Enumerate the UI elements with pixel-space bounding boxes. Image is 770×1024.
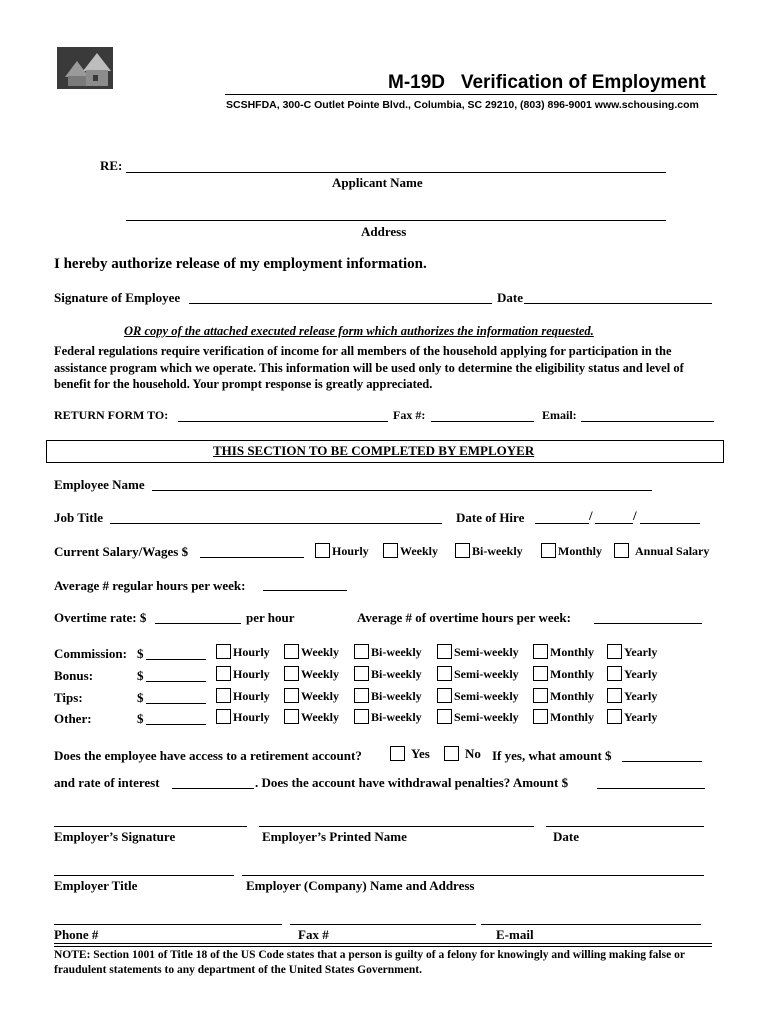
house-logo [57,47,113,89]
option-label: Yearly [624,689,658,703]
pay-option-hourly[interactable] [216,709,270,725]
pay-option-biweekly[interactable] [354,709,422,725]
option-label: Weekly [301,710,339,724]
pay-option-hourly[interactable] [216,666,270,682]
option-label: Bi-weekly [371,645,422,659]
option-label: Yearly [624,667,658,681]
applicant-name-field[interactable] [126,172,666,173]
checkbox[interactable] [437,709,452,724]
pay-option-weekly[interactable] [284,644,339,660]
checkbox[interactable] [315,543,330,558]
withdrawal-amount-field[interactable] [597,788,705,789]
retirement-amount-label: If yes, what amount $ [492,748,612,763]
checkbox[interactable] [390,746,405,761]
pay-option-monthly[interactable] [533,688,594,704]
applicant-address-field[interactable] [126,220,666,221]
pay-option-biweekly[interactable] [354,688,422,704]
dollar-sign: $ [137,690,144,705]
pay-option-hourly[interactable] [216,688,270,704]
job-title-field[interactable] [110,523,442,524]
date-caption: Date [553,829,579,844]
retirement-no-option[interactable]: No [444,746,481,762]
legal-note: NOTE: Section 1001 of Title 18 of the US Code states that a person is guilty of a felony for knowingly and willing making false or fraudulent statements to any department of the United States Government. [54,949,685,976]
date-of-hire-label: Date of Hire [456,510,525,525]
checkbox[interactable] [607,688,622,703]
checkbox[interactable] [354,666,369,681]
salary-weekly-option[interactable]: Weekly [383,543,438,559]
authorization-statement: I hereby authorize release of my employment information. [54,256,427,272]
option-label: Hourly [233,645,270,659]
pay-row-label: Tips: [54,690,83,705]
checkbox[interactable] [437,688,452,703]
option-label: Semi-weekly [454,710,519,724]
signature-date-field[interactable] [546,826,704,827]
printed-name-field[interactable] [259,826,534,827]
pay-option-yearly[interactable] [607,709,657,725]
email-caption: E-mail [496,927,534,942]
option-label: Yearly [624,710,658,724]
date-separator: / [633,508,637,523]
note-double-rule [54,943,712,947]
salary-annual-option[interactable]: Annual Salary [614,543,709,559]
checkbox[interactable] [533,709,548,724]
pay-amount-field[interactable] [146,681,206,682]
checkbox[interactable] [533,644,548,659]
checkbox[interactable] [284,644,299,659]
agency-address: SCSHFDA, 300-C Outlet Pointe Blvd., Columbia, SC 29210, (803) 896-9001 www.schousing.com [226,99,699,111]
job-title-label: Job Title [54,510,104,525]
rate-of-interest-field[interactable] [172,788,254,789]
return-email-field[interactable] [581,421,714,422]
option-label: Weekly [301,645,339,659]
option-label: Weekly [301,689,339,703]
per-hour-label: per hour [246,610,295,625]
pay-option-semiweekly[interactable] [437,644,519,660]
retirement-amount-field[interactable] [622,761,702,762]
option-label: Bi-weekly [371,689,422,703]
checkbox[interactable] [437,666,452,681]
pay-option-monthly[interactable] [533,644,594,660]
pay-row-label: Bonus: [54,668,94,683]
checkbox[interactable] [444,746,459,761]
house-icon [57,47,113,89]
option-label: Monthly [550,667,595,681]
dollar-sign: $ [137,646,144,661]
hire-day-field[interactable] [595,523,633,524]
salary-biweekly-option[interactable]: Bi-weekly [455,543,523,559]
pay-option-semiweekly[interactable] [437,666,519,682]
employer-signature-caption: Employer’s Signature [54,829,176,844]
or-copy-note: OR copy of the attached executed release form which authorizes the information requested. [124,324,594,338]
pay-option-semiweekly[interactable] [437,709,519,725]
employee-signature-field[interactable] [189,303,492,304]
checkbox[interactable] [216,709,231,724]
employer-title-caption: Employer Title [54,878,138,893]
employee-name-label: Employee Name [54,477,145,492]
option-label: Hourly [233,667,270,681]
avg-hours-label: Average # regular hours per week: [54,578,246,593]
checkbox[interactable] [354,644,369,659]
option-label: Monthly [550,689,595,703]
checkbox[interactable] [216,666,231,681]
salary-hourly-option[interactable]: Hourly [315,543,369,559]
pay-option-biweekly[interactable] [354,644,422,660]
option-label: Yearly [624,645,658,659]
checkbox[interactable] [533,688,548,703]
form-title: M-19D Verification of Employment [388,72,706,93]
pay-option-weekly[interactable] [284,709,339,725]
withdrawal-penalty-label: . Does the account have withdrawal penalties? Amount $ [255,775,569,790]
return-fax-field[interactable] [431,421,534,422]
checkbox[interactable] [284,688,299,703]
checkbox[interactable] [354,709,369,724]
checkbox[interactable] [607,666,622,681]
retirement-question: Does the employee have access to a retirement account? [54,748,362,763]
applicant-name-caption: Applicant Name [332,175,423,190]
pay-amount-field[interactable] [146,724,206,725]
header-rule [225,94,717,95]
date-separator: / [589,508,593,523]
salary-monthly-option[interactable]: Monthly [541,543,602,559]
phone-caption: Phone # [54,927,99,942]
checkbox[interactable] [383,543,398,558]
hire-year-field[interactable] [640,523,700,524]
option-label: Bi-weekly [371,710,422,724]
pay-row-label: Commission: [54,646,127,661]
checkbox[interactable] [216,688,231,703]
signature-label: Signature of Employee [54,290,181,305]
avg-overtime-field[interactable] [594,623,702,624]
option-label: Monthly [550,645,595,659]
checkbox[interactable] [437,644,452,659]
overtime-rate-label: Overtime rate: $ [54,610,147,625]
pay-option-monthly[interactable] [533,709,594,725]
checkbox[interactable] [533,666,548,681]
retirement-yes-option[interactable]: Yes [390,746,430,762]
return-form-label: RETURN FORM TO: [54,408,169,422]
avg-overtime-label: Average # of overtime hours per week: [357,610,571,625]
printed-name-caption: Employer’s Printed Name [262,829,407,844]
pay-option-hourly[interactable] [216,644,270,660]
federal-regulations-text: Federal regulations require verification of income for all members of the household applying for participation in the assistance program which we operate. This information will be used only to determine the eligibility status and level of benefit for the household. Your prompt response is greatly appreciated. [54,344,684,391]
dollar-sign: $ [137,711,144,726]
company-name-address-field[interactable] [242,875,704,876]
checkbox[interactable] [455,543,470,558]
fax-label: Fax #: [393,408,426,422]
salary-field[interactable] [200,557,304,558]
pay-option-yearly[interactable] [607,688,657,704]
pay-option-semiweekly[interactable] [437,688,519,704]
avg-hours-field[interactable] [263,590,347,591]
fax-field[interactable] [290,924,476,925]
phone-field[interactable] [54,924,282,925]
option-label: Hourly [233,710,270,724]
checkbox[interactable] [216,644,231,659]
checkbox[interactable] [284,709,299,724]
checkbox[interactable] [354,688,369,703]
employer-title-field[interactable] [54,875,234,876]
pay-option-biweekly[interactable] [354,666,422,682]
option-label: Semi-weekly [454,645,519,659]
pay-amount-field[interactable] [146,659,206,660]
option-label: Bi-weekly [371,667,422,681]
checkbox[interactable] [607,709,622,724]
section-title: THIS SECTION TO BE COMPLETED BY EMPLOYER [213,443,535,458]
checkbox[interactable] [284,666,299,681]
overtime-rate-field[interactable] [155,623,241,624]
salary-label: Current Salary/Wages $ [54,544,189,559]
checkbox[interactable] [614,543,629,558]
dollar-sign: $ [137,668,144,683]
pay-option-weekly[interactable] [284,688,339,704]
pay-amount-field[interactable] [146,703,206,704]
re-label: RE: [100,158,123,173]
address-caption: Address [361,224,407,239]
option-label: Monthly [550,710,595,724]
employer-signature-field[interactable] [54,826,247,827]
checkbox[interactable] [607,644,622,659]
employee-date-field[interactable] [524,303,712,304]
checkbox[interactable] [541,543,556,558]
option-label: Semi-weekly [454,667,519,681]
employee-name-field[interactable] [152,490,652,491]
pay-row-label: Other: [54,711,92,726]
hire-month-field[interactable] [535,523,589,524]
option-label: Semi-weekly [454,689,519,703]
fax-caption: Fax # [298,927,329,942]
option-label: Hourly [233,689,270,703]
company-name-caption: Employer (Company) Name and Address [246,878,475,893]
pay-option-yearly[interactable] [607,644,657,660]
pay-option-weekly[interactable] [284,666,339,682]
pay-option-monthly[interactable] [533,666,594,682]
option-label: Weekly [301,667,339,681]
pay-option-yearly[interactable] [607,666,657,682]
rate-of-interest-label: and rate of interest [54,775,160,790]
return-to-field[interactable] [178,421,388,422]
email-field[interactable] [481,924,701,925]
email-label: Email: [542,408,577,422]
date-label: Date [497,290,523,305]
